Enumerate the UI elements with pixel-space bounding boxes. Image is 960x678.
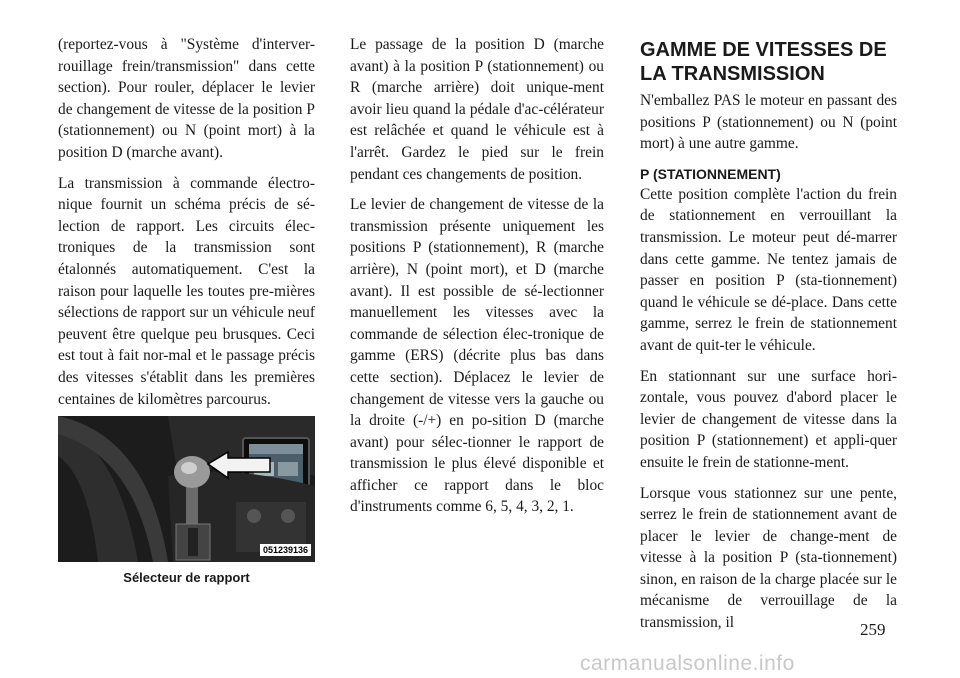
page-number: 259	[860, 620, 886, 639]
text-column-1	[58, 34, 315, 419]
figure-caption: Sélecteur de rapport	[123, 570, 250, 585]
paragraph: Lorsque vous stationnez sur une pente, serrez le frein de stationnement avant de placer le levier de change-ment de vitesse à la position P (sta-tionnement) sinon, en raison de la charge placée sur le mécanisme de verrouillage de la transmission, il	[640, 484, 897, 632]
paragraph: (reportez-vous à "Système d'interver-rouillage frein/transmission" dans cette section). Pour rouler, déplacer le levier de changement de vitesse de la position P (stationnement) ou N (point mort) à la position D (marche avant).	[58, 36, 315, 161]
paragraph: Le passage de la position D (marche avant) à la position P (stationnement) ou R (marche arrière) doit unique-ment avoir lieu quand la pédale d'ac-célérateur est relâchée et quand le véhicule est à l'arrêt. Gardez le pied sur le frein pendant ces changements de position.	[350, 36, 604, 183]
paragraph: Cette position complète l'action du frein de stationnement en verrouillant la transmission. Le moteur peut dé-marrer dans cette gamme. Ne tentez jamais de passer en position P (sta-tionnement) quand le véhicule se dé-place. Dans cette gamme, serrez le frein de stationnement avant de quit-ter le véhicule.	[640, 185, 897, 354]
section-heading: GAMME DE VITESSES DE LA TRANSMISSION	[640, 39, 887, 85]
paragraph: En stationnant sur une surface hori-zontale, vous pouvez d'abord placer le levier de changement de vitesse dans la position P (stationnement) et appli-quer ensuite le frein de stationne-ment.	[640, 367, 897, 471]
figure-id-label: 051239136	[260, 544, 311, 556]
paragraph: La transmission à commande électro-nique fournit un schéma précis de sé-lection de rapport. Les circuits élec-troniques de la transmission sont étalonnés automatiquement. C'est la raison pour laquelle les toutes pre-mières sélections de rapport sur un véhicule neuf peuvent être quelque peu brusques. Ceci est tout à fait nor-mal et le passage précis des vitesses s'établit dans les premières centaines de kilomètres parcourus.	[58, 174, 315, 408]
watermark: carmanualsonline.info	[580, 652, 795, 675]
paragraph: Le levier de changement de vitesse de la transmission présente uniquement les positions P (stationnement), R (marche arrière), N (point mort), et D (marche avant). Il est possible de sé-lectionner manuellement les vitesses avec la commande de sélection élec-tronique de gamme (ERS) (décrite plus bas dans cette section). Déplacez le levier de changement de vitesse vers la gauche ou la droite (-/+) en po-sition D (marche avant) pour sélec-tionner le rapport de transmission le plus élevé disponible et afficher ce rapport dans le bloc d'instruments comme 6, 5, 4, 3, 2, 1.	[350, 196, 604, 516]
gear-selector-photo	[58, 416, 315, 562]
text-column-3	[640, 34, 897, 643]
gear-selector-illustration	[58, 416, 315, 562]
subsection-heading: P (STATIONNEMENT)	[640, 165, 781, 182]
text-column-2	[350, 34, 604, 527]
paragraph: N'emballez PAS le moteur en passant des positions P (stationnement) ou N (point mort) à une autre gamme.	[640, 92, 897, 153]
